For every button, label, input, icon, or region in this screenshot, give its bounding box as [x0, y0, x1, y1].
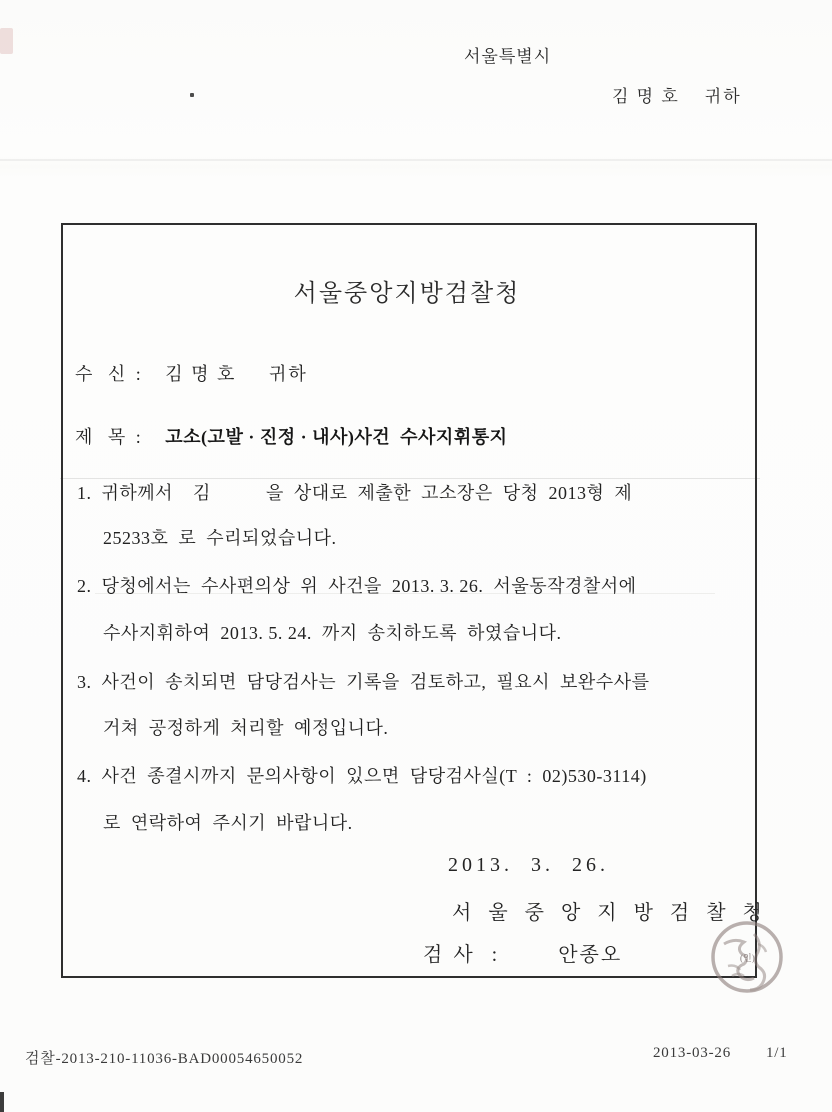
- scan-edge-mark: [0, 1092, 4, 1112]
- signature-org: 서 울 중 앙 지 방 검 찰 청: [452, 902, 768, 924]
- prosecutor-name: 안종오: [558, 944, 623, 966]
- paper-crease: [0, 159, 832, 161]
- item-4-line-2: 로 연락하여 주시기 바랍니다.: [103, 813, 353, 833]
- seal-icon: [710, 920, 784, 994]
- ink-dot-mark: [190, 93, 194, 97]
- letter-border-box: [61, 223, 757, 978]
- recipient-label: 수 신 :: [75, 364, 142, 384]
- item-4-line-1: 4. 사건 종결시까지 문의사항이 있으면 담당검사실(T : 02)530-3114): [77, 766, 647, 786]
- prosecutor-line: [423, 938, 622, 967]
- subject-value: 고소(고발 · 진정 · 내사)사건 수사지휘통지: [165, 427, 508, 447]
- item-3-line-2: 거쳐 공정하게 처리할 예정입니다.: [103, 718, 389, 738]
- addressee-name: 김 명 호 귀하: [612, 87, 742, 106]
- letter-title: 서울중앙지방검찰청: [293, 281, 521, 307]
- subject-label: 제 목 :: [75, 427, 142, 447]
- letter-date: 2013. 3. 26.: [448, 854, 609, 876]
- item-1-line-2: 25233호 로 수리되었습니다.: [103, 528, 337, 548]
- subject-line: [75, 426, 507, 449]
- footer-doc-number: 검찰-2013-210-11036-BAD00054650052: [25, 1051, 304, 1067]
- recipient-value: 김 명 호 귀하: [165, 364, 308, 384]
- item-2-line-2: 수사지휘하여 2013. 5. 24. 까지 송치하도록 하였습니다.: [103, 623, 562, 643]
- official-seal-stamp: [710, 920, 784, 994]
- footer-page-indicator: 1/1: [766, 1045, 788, 1061]
- scan-smudge-mark: [0, 28, 13, 54]
- prosecutor-label: 검 사 :: [423, 944, 501, 966]
- item-1-line-1: 1. 귀하께서 김 을 상대로 제출한 고소장은 당청 2013형 제: [77, 483, 633, 503]
- footer-date: 2013-03-26: [653, 1045, 731, 1061]
- recipient-line: [75, 363, 308, 386]
- item-2-line-1: 2. 당청에서는 수사편의상 위 사건을 2013. 3. 26. 서울동작경찰서에: [77, 576, 637, 596]
- region-label: 서울특별시: [464, 47, 552, 66]
- seal-label: (인): [740, 953, 755, 963]
- item-3-line-1: 3. 사건이 송치되면 담당검사는 기록을 검토하고, 필요시 보완수사를: [77, 672, 650, 692]
